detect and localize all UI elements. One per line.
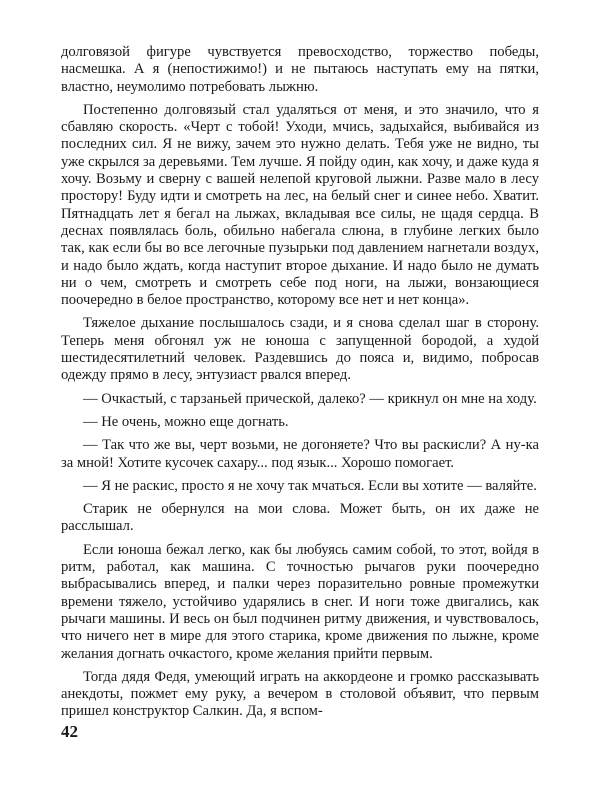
dialogue-line: — Очкастый, с тарзаньей прической, далеко? — крикнул он мне на ходу. [83, 390, 537, 407]
paragraph: Тогда дядя Федя, умеющий играть на аккордеоне и громко рассказывать анекдоты, пожмет ему руку, а вечером в столовой объявит, что первым пришел конструктор Салкин. Да, я вспом- [61, 668, 539, 720]
page-number: 42 [61, 722, 78, 741]
paragraph: Постепенно долговязый стал удаляться от меня, и это значило, что я сбавляю скорость. «Черт с тобой! Уходи, мчись, задыхайся, выбивайся из последних сил. Я не вижу, зачем это нужно делать. Тебя уже не видно, ты уже скрылся за деревьями. Тем лучше. Я пойду один, как хочу, и даже куда я хочу. Возьму и сверну с вашей нелепой круговой лыжни. Разве мало в лесу простору! Буду идти и смотреть на лес, на белый снег и синее небо. Хватит. Пятнадцать лет я бегал на лыжах, вкладывая все силы, не щадя сердца. В деснах появлялась боль, обильно набегала слюна, в глубине легких было так, как если бы во все легочные пузырьки под давлением нагнетали воздух, и надо было ждать, когда наступит второе дыхание. И надо было не думать ни о чем, смотреть и смотреть себе под ноги, на лыжи, вонзающиеся поочередно в белое пространство, которому все нет и нет конца». [61, 101, 539, 309]
paragraph: Тяжелое дыхание послышалось сзади, и я снова сделал шаг в сторону. Теперь меня обгонял уж не юноша с запущенной бородой, а худой шестидесятилетний человек. Раздевшись до пояса и, видимо, побросав одежду прямо в лесу, энтузиаст рвался вперед. [61, 315, 539, 384]
page-body [61, 44, 539, 727]
dialogue-line: — Я не раскис, просто я не хочу так мчаться. Если вы хотите — валяйте. [83, 477, 537, 494]
paragraph: Если юноша бежал легко, как бы любуясь самим собой, то этот, войдя в ритм, работал, как машина. С точностью рычагов руки поочередно выбрасывались вперед, и палки через поразительно ровные промежутки времени тяжело, устойчиво ударялись в снег. И ноги тоже двигались, как рычаги машины. И весь он был подчинен ритму движения, и чувствовалось, что ничего нет в мире для этого старика, кроме движения по лыжне, кроме желания догнать очкастого, кроме желания прийти первым. [61, 541, 539, 662]
dialogue-line: — Не очень, можно еще догнать. [83, 413, 289, 430]
paragraph: долговязой фигуре чувствуется превосходство, торжество победы, насмешка. А я (непостижимо!) и не пытаюсь наступать ему на пятки, властно, неумолимо потребовать лыжню. [61, 44, 539, 95]
paragraph: Старик не обернулся на мои слова. Может быть, он их даже не расслышал. [61, 501, 539, 535]
dialogue-line: — Так что же вы, черт возьми, не догоняете? Что вы раскисли? А ну-ка за мной! Хотите кусочек сахару... под язык... Хорошо помогает. [61, 437, 539, 471]
